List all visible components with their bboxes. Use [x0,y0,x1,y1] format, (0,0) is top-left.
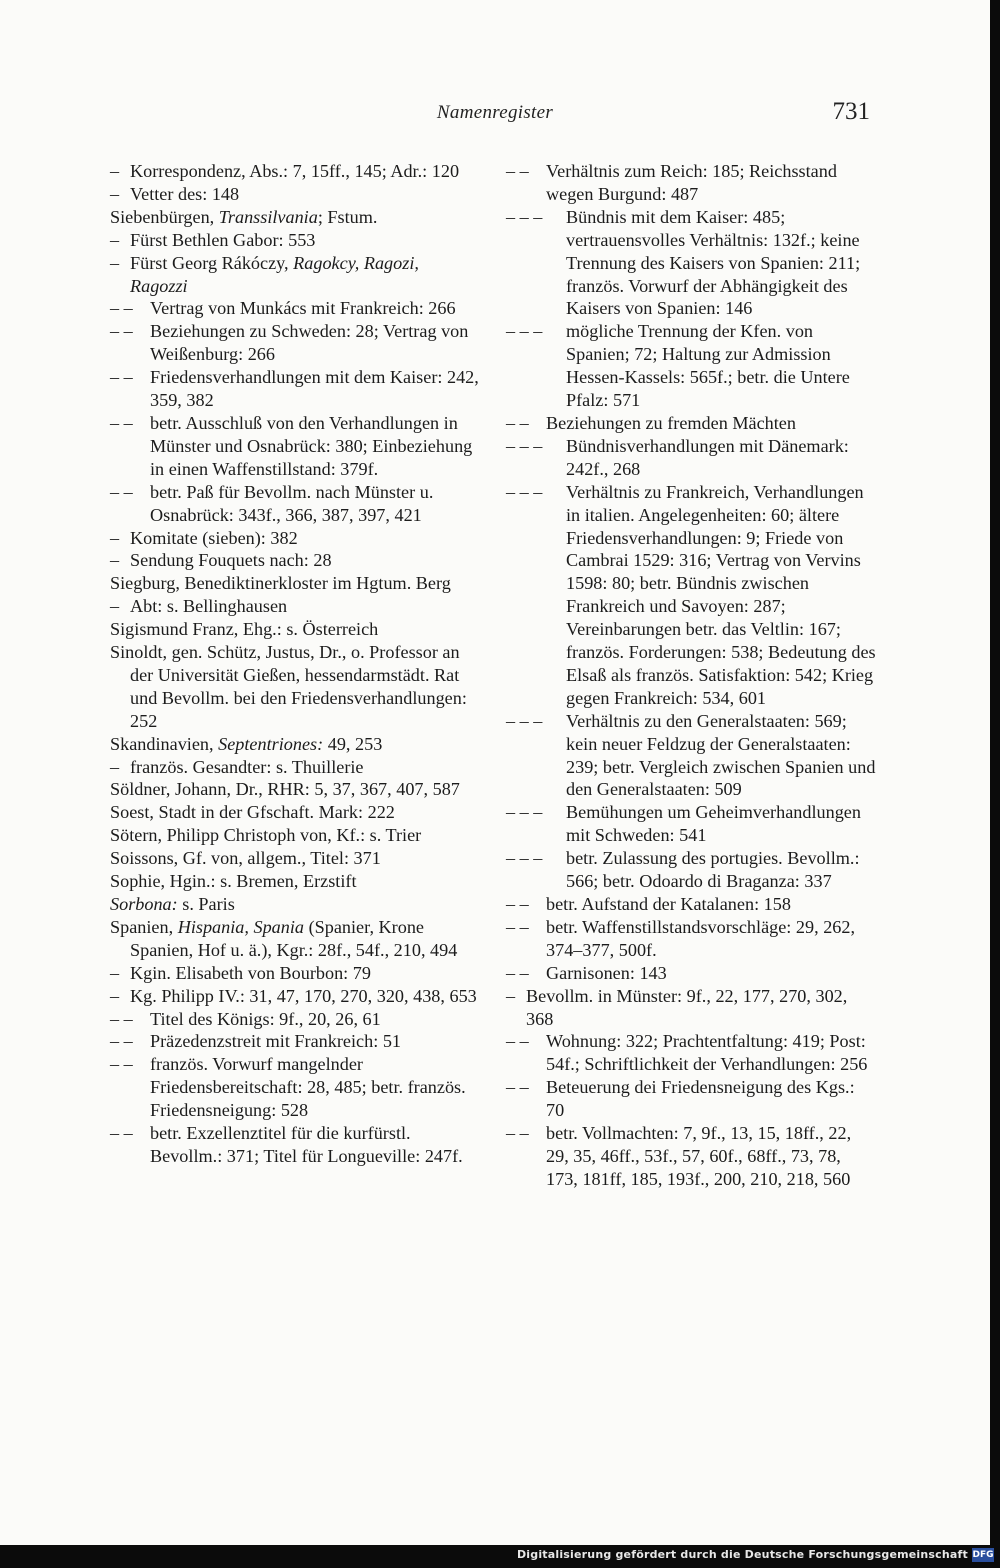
entry-dash: – [110,596,120,617]
entry-text: betr. Aufstand der Katalanen: 158 [546,894,791,914]
entry-dash: – – [506,916,529,937]
entry-dash: – – [110,412,133,433]
index-entry [506,1122,876,1191]
entry-dash: – – [506,412,529,433]
index-entry [110,572,480,595]
entry-text: mögliche Trennung der Kfen. von Spanien; 72; Haltung zur Admission Hessen-Kassels: 565f.; betr. die Untere Pfalz: 571 [566,321,850,411]
index-entry [110,412,480,481]
entry-dash: – [110,962,120,983]
entry-text: Sigismund Franz, Ehg.: s. Österreich [110,619,379,640]
index-entry [506,320,876,412]
index-entry [110,595,480,618]
entry-text: Soissons, Gf. von, allgem., Titel: 371 [110,848,381,869]
entry-text: Bündnisverhandlungen mit Dänemark: 242f., 268 [566,435,849,479]
entry-text: Sophie, Hgin.: s. Bremen, Erzstift [110,871,357,892]
entry-dash: – – [110,1123,133,1144]
entry-text: Abt: s. Bellinghausen [130,596,288,617]
index-entry [110,366,480,412]
entry-text-after: (Spanier, Krone Spanien, Hof u. ä.), Kgr.: 28f., 54f., 210, 494 [130,916,458,960]
entry-text: Vetter des: 148 [130,183,240,204]
index-entry [110,893,480,916]
dfg-logo: DFG [972,1550,994,1560]
entry-text: Verhältnis zu den Generalstaaten: 569; kein neuer Feldzug der Generalstaaten: 239; betr. Vergleich zwischen Spanien und den Generalstaaten: 509 [566,710,876,800]
entry-text: Spanien, [110,916,178,937]
index-entry [110,527,480,550]
index-entry [506,206,876,321]
index-entry [506,481,876,710]
index-entry [110,916,480,962]
entry-italic-name: Hispania, Spania [177,916,305,937]
entry-text: Soest, Stadt in der Gfschaft. Mark: 222 [110,802,395,823]
entry-dash: – – [110,481,133,502]
entry-dash: – – [506,894,529,914]
index-entry [506,435,876,481]
entry-text: Verhältnis zu Frankreich, Verhandlungen in italien. Angelegenheiten: 60; ältere Friedensverhandlungen: 9; Friede von Cambrai 1529: 316; Vertrag von Vervins 1598: 80; betr. Bündnis zwischen Frankreich und Savoyen: 287; Vereinbarungen betr. das Veltlin: 167; französ. Forderungen: 538; Bedeutung des Elsaß als französ. Satisfaktion: 542; Krieg gegen Frankreich: 534, 601 [566,481,876,708]
index-entry [110,206,480,229]
index-entry [110,1030,480,1053]
index-entry [110,160,480,183]
entry-text: betr. Waffenstillstandsvorschläge: 29, 262, 374–377, 500f. [546,916,856,960]
page-number: 731 [832,98,870,125]
entry-text: Sötern, Philipp Christoph von, Kf.: s. Trier [110,825,422,846]
index-entry [506,160,876,206]
entry-dash: – – [506,1123,529,1144]
entry-dash: – – [506,1031,529,1052]
entry-dash: – – [506,1077,529,1098]
entry-text: Titel des Königs: 9f., 20, 26, 61 [150,1008,381,1029]
funding-notice: Digitalisierung gefördert durch die Deutsche Forschungsgemeinschaft [516,1548,968,1561]
index-entry [110,847,480,870]
entry-text-after: ; Fstum. [317,206,378,227]
entry-dash: – – – [506,481,543,502]
entry-text: Vertrag von Munkács mit Frankreich: 266 [150,298,456,319]
index-entry [110,1008,480,1031]
entry-italic-name: Transsilvania [218,206,318,227]
entry-italic-name: Septentriones: [218,733,324,754]
index-entry [110,985,480,1008]
entry-text: Siebenbürgen, [110,206,219,227]
index-entry [506,847,876,893]
entry-text: Bündnis mit dem Kaiser: 485; vertrauensvolles Verhältnis: 132f.; keine Trennung des Kaisers von Spanien: 211; französ. Vorwurf der Abhängigkeit des Kaisers von Spanien: 146 [566,206,861,319]
index-entry [506,1076,876,1122]
index-entry [110,320,480,366]
entry-dash: – [110,252,120,273]
index-entry [506,962,876,985]
entry-italic-name: Sorbona: [110,894,178,914]
entry-text: Beteuerung dei Friedensneigung des Kgs.: 70 [546,1077,855,1121]
entry-dash: – [110,985,120,1006]
entry-dash: – – [110,321,133,342]
entry-text: betr. Ausschluß von den Verhandlungen in Münster und Osnabrück: 380; Einbeziehung in einen Waffenstillstand: 379f. [150,412,473,479]
entry-text: betr. Vollmachten: 7, 9f., 13, 15, 18ff., 22, 29, 35, 46ff., 53f., 57, 60f., 68ff., 73, 78, 173, 181ff, 185, 193f., 200, 210, 218, 560 [546,1123,852,1189]
entry-text: Präzedenzstreit mit Frankreich: 51 [150,1031,402,1052]
index-entry [110,229,480,252]
entry-dash: – [110,183,120,204]
index-entry [506,412,876,435]
entry-dash: – [506,985,516,1006]
entry-text: Kgin. Elisabeth von Bourbon: 79 [130,962,371,983]
entry-text: Korrespondenz, Abs.: 7, 15ff., 145; Adr.: 120 [130,161,460,181]
entry-text: Sinoldt, gen. Schütz, Justus, Dr., o. Professor an der Universität Gießen, hessendarmstädt. Rat und Bevollm. bei den Friedensverhandlungen: 252 [110,642,467,731]
index-entry [110,618,480,641]
entry-text: Wohnung: 322; Prachtentfaltung: 419; Post: 54f.; Schriftlichkeit der Verhandlungen: 256 [546,1031,868,1075]
entry-dash: – – [506,962,529,983]
index-entry [110,801,480,824]
entry-dash: – – [110,367,133,388]
entry-text: Garnisonen: 143 [546,962,667,983]
index-entry [506,893,876,916]
index-entry [110,641,480,733]
entry-dash: – – [110,298,133,319]
entry-text: Fürst Bethlen Gabor: 553 [130,229,316,250]
index-entry [506,1030,876,1076]
entry-dash: – – [506,161,529,181]
index-entry [110,870,480,893]
entry-text: Söldner, Johann, Dr., RHR: 5, 37, 367, 407, 587 [110,779,460,800]
entry-text: betr. Exzellenztitel für die kurfürstl. Bevollm.: 371; Titel für Longueville: 247f. [150,1123,463,1166]
entry-text: Friedensverhandlungen mit dem Kaiser: 242, 359, 382 [150,367,479,411]
entry-dash: – – – [506,802,543,823]
index-entry [110,1122,480,1168]
entry-text: französ. Vorwurf mangelnder Friedensbereitschaft: 28, 485; betr. französ. Friedensneigung: 528 [150,1054,466,1121]
entry-text: französ. Gesandter: s. Thuillerie [130,756,364,777]
index-entry [110,756,480,779]
running-head: Namenregister [436,102,554,123]
index-entry [110,778,480,801]
index-entry [110,549,480,572]
entry-text: Kg. Philipp IV.: 31, 47, 170, 270, 320, 438, 653 [130,985,477,1006]
index-entry [110,733,480,756]
entry-italic-name: Ragokcy, Ragozi, Ragozzi [130,252,419,296]
entry-text: betr. Zulassung des portugies. Bevollm.: 566; betr. Odoardo di Braganza: 337 [566,848,860,892]
entry-text: Siegburg, Benediktinerkloster im Hgtum. Berg [110,573,451,594]
index-entry [110,183,480,206]
entry-dash: – – – [506,435,543,456]
index-entry [506,801,876,847]
index-column-left [110,160,480,1168]
entry-dash: – [110,756,120,777]
entry-text-after: 49, 253 [323,733,383,754]
entry-text: Beziehungen zu Schweden: 28; Vertrag von Weißenburg: 266 [150,321,469,365]
index-entry [110,252,480,298]
entry-text: Verhältnis zum Reich: 185; Reichsstand wegen Burgund: 487 [546,161,837,204]
entry-dash: – – [110,1054,133,1075]
entry-text: Beziehungen zu fremden Mächten [546,412,796,433]
entry-dash: – – – [506,848,543,869]
entry-text: Bevollm. in Münster: 9f., 22, 177, 270, 302, 368 [526,985,848,1029]
entry-dash: – [110,161,120,181]
entry-text: Fürst Georg Rákóczy, [130,252,294,273]
entry-dash: – [110,229,120,250]
index-entry [110,824,480,847]
entry-text: Komitate (sieben): 382 [130,527,298,548]
index-entry [506,710,876,802]
entry-dash: – – [110,1031,133,1052]
index-entry [506,916,876,962]
entry-dash: – – – [506,206,543,227]
index-column-right [506,160,876,1191]
index-entry [110,297,480,320]
index-entry [506,985,876,1031]
entry-text: betr. Paß für Bevollm. nach Münster u. Osnabrück: 343f., 366, 387, 397, 421 [150,481,434,525]
index-entry [110,481,480,527]
index-entry [110,1053,480,1122]
entry-text: Sendung Fouquets nach: 28 [130,550,332,571]
entry-dash: – – – [506,321,543,342]
entry-text: Bemühungen um Geheimverhandlungen mit Schweden: 541 [566,802,861,846]
entry-text-after: s. Paris [177,894,235,914]
entry-dash: – [110,550,120,571]
entry-dash: – [110,527,120,548]
entry-dash: – – – [506,710,543,731]
entry-dash: – – [110,1008,133,1029]
entry-text: Skandinavien, [110,733,219,754]
index-entry [110,962,480,985]
